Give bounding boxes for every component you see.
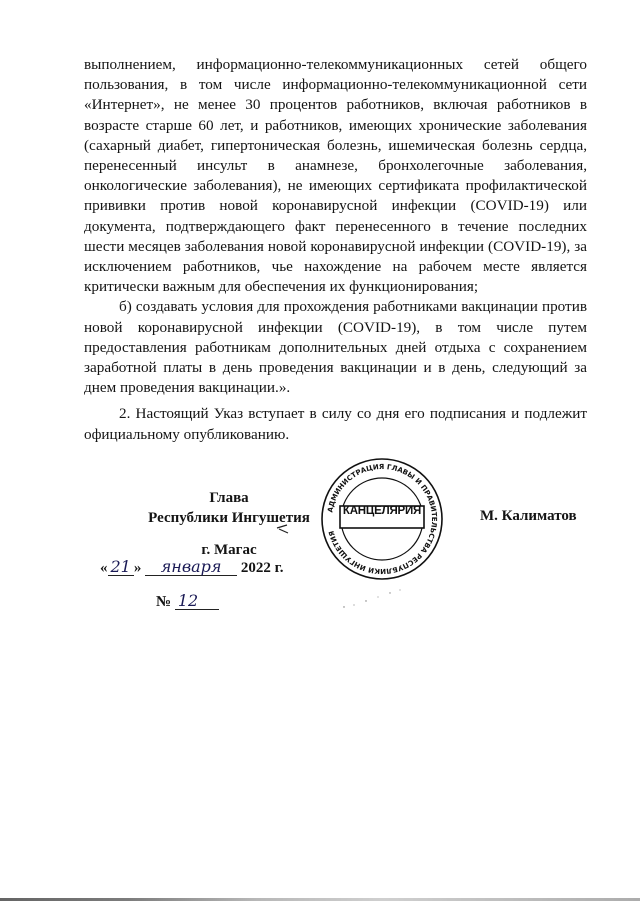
scan-dust-icon [340, 585, 410, 615]
number-value: 12 [175, 593, 219, 610]
signature-mark-icon [275, 522, 291, 536]
place-of-signing: г. Магас [201, 542, 257, 558]
scan-edge-line [0, 898, 640, 901]
paragraph-item-b: б) создавать условия для прохождения работниками вакцинации против новой коронавирусной инфекции (COVID-19), в том числе путем предоставления работникам дополнительных дней отдыха с сохранением заработной платы в день проведения вакцинации и в день, следующий за днем проведения вакцинации.». [84, 298, 587, 397]
signatory-title-line2: Республики Ингушетия [148, 510, 310, 526]
signatory-title-line1: Глава [209, 490, 249, 506]
document-date [100, 558, 283, 578]
signatory-name: М. Калиматов [480, 508, 577, 524]
stamp-arc-text: АДМИНИСТРАЦИЯ ГЛАВЫ И ПРАВИТЕЛЬСТВА РЕСПУБЛИКИ ИНГУШЕТИЯ [326, 462, 439, 576]
document-body [84, 55, 587, 445]
stamp-label: КАНЦЕЛЯРИЯ [342, 505, 422, 517]
number-label: № [156, 594, 172, 610]
date-open-quote: « [100, 560, 108, 576]
document-number [156, 592, 219, 612]
date-month: января [145, 559, 237, 576]
date-day: 21 [108, 559, 134, 576]
date-close-quote: » [133, 560, 142, 576]
official-stamp-icon [318, 455, 446, 583]
paragraph-continuation: выполнением, информационно-телекоммуникационных сетей общего пользования, в том числе информационно-телекоммуникационной сети «Интернет», не менее 30 процентов работников, включая работников в возрасте старше 60 лет, и работников, имеющих хронические заболевания (сахарный диабет, гипертоническая болезнь, ишемическая болезнь сердца, перенесенный инсульт в анамнезе, бронхолегочные заболевания, онкологические заболевания), не имеющих сертификата профилактической прививки против новой коронавирусной инфекции (COVID-19) или документа, подтверждающего факт перенесенного в течение последних шести месяцев заболевания новой коронавирусной инфекции (COVID-19), за исключением работников, чье нахождение на рабочем месте является критически важным для обеспечения их функционирования; [84, 56, 587, 296]
paragraph-clause-2: 2. Настоящий Указ вступает в силу со дня его подписания и подлежит официальному опубликованию. [84, 405, 587, 443]
date-year: 2022 г. [240, 560, 284, 576]
